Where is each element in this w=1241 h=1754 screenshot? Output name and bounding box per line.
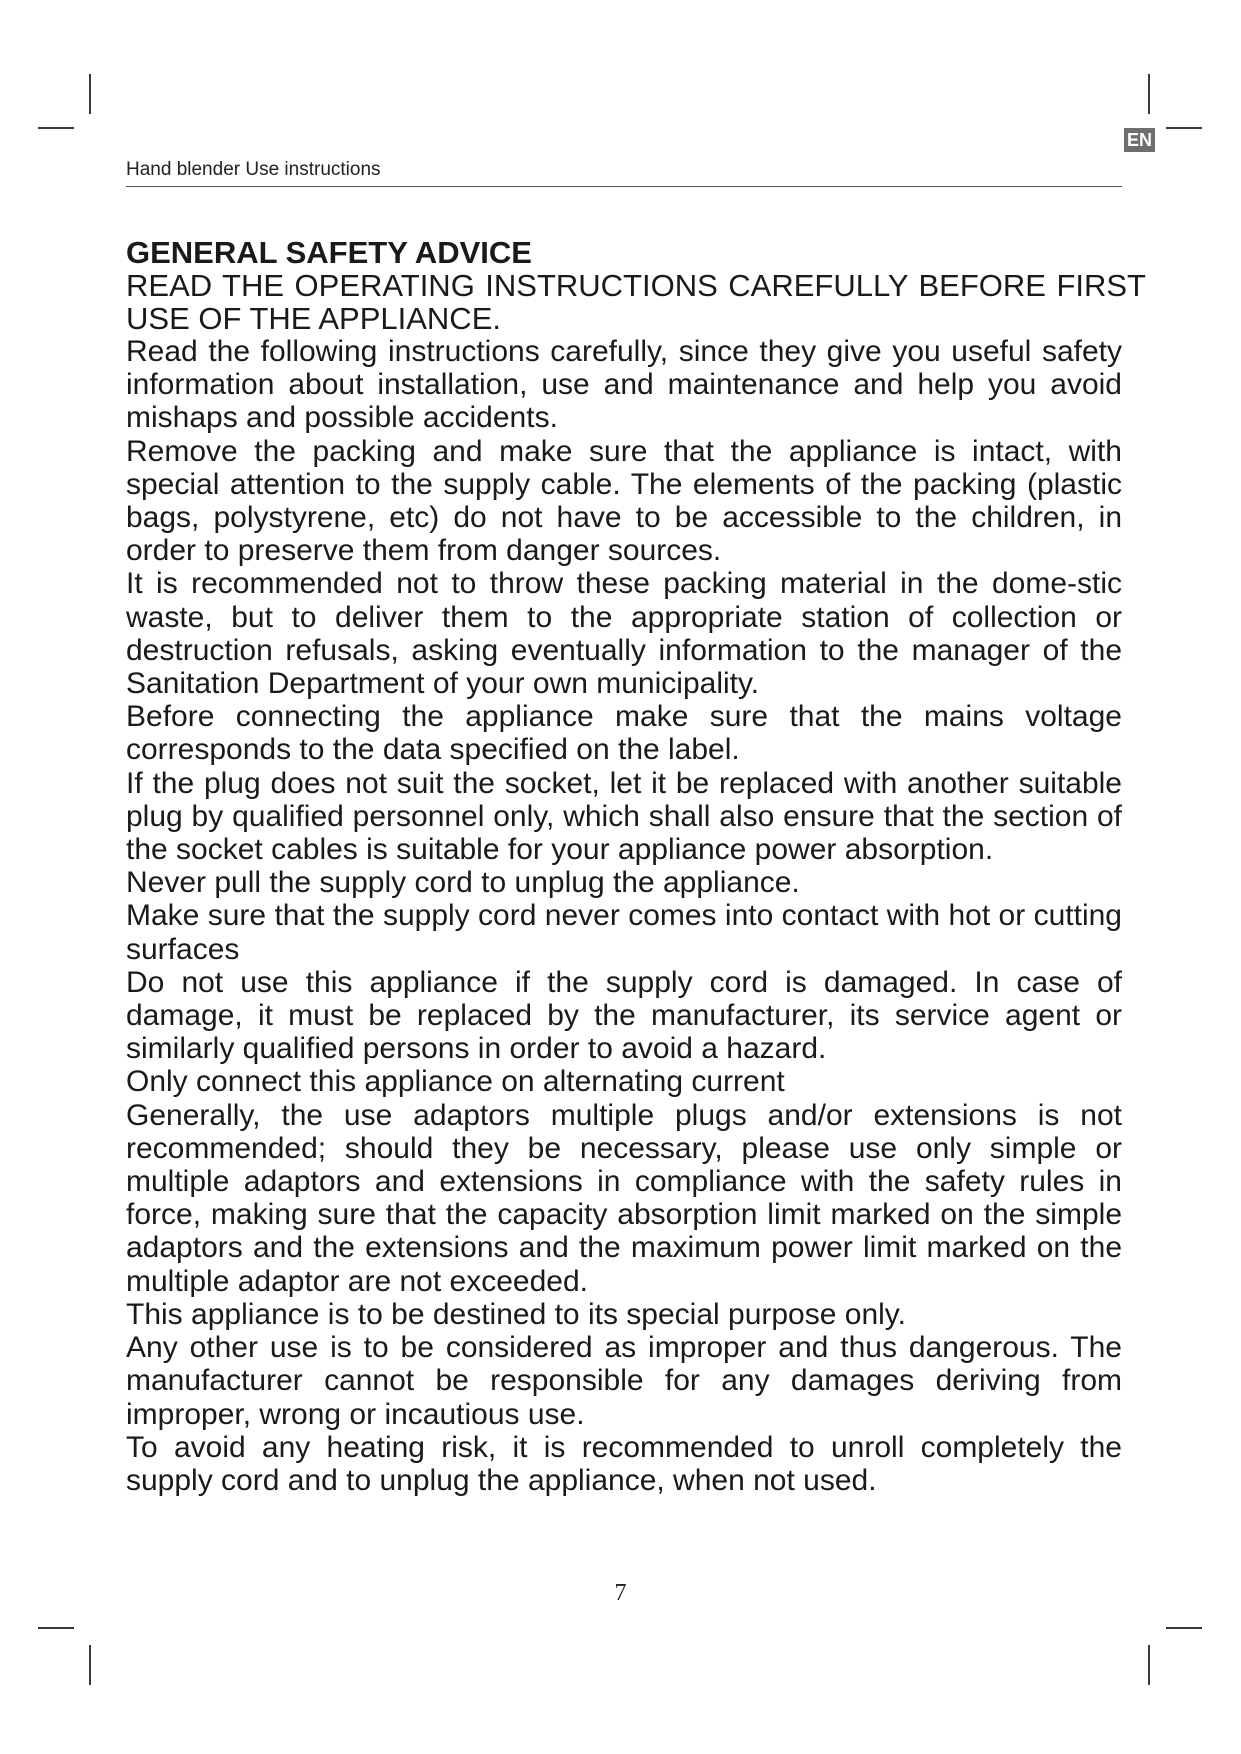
paragraph: Remove the packing and make sure that the appliance is intact, with special attention to the supply cable. The elements of the packing (plastic bags, polystyrene, etc) do not have to be accessible to the children, in order to preserve them from danger sources. [126,434,1122,568]
document-body [126,236,1146,1497]
crop-mark-top-left-vertical [89,74,91,114]
paragraph: This appliance is to be destined to its special purpose only. [126,1297,906,1331]
paragraph: If the plug does not suit the socket, let it be replaced with another suitable plug by qualified personnel only, which shall also ensure that the section of the socket cables is suitable for your appliance power absorption. [126,766,1122,867]
paragraph: Only connect this appliance on alternating current [126,1065,785,1099]
crop-mark-top-left-horizontal [38,127,74,129]
section-title: GENERAL SAFETY ADVICE [126,235,532,270]
paragraph: It is recommended not to throw these packing material in the dome-stic waste, but to deliver them to the appropriate station of collection or destruction refusals, asking eventually information to the manager of the Sanitation Department of your own municipality. [126,567,1122,701]
paragraph: Never pull the supply cord to unplug the appliance. [126,866,800,900]
paragraph: Make sure that the supply cord never comes into contact with hot or cutting surfaces [126,899,1122,966]
section-intro: READ THE OPERATING INSTRUCTIONS CAREFULLY BEFORE FIRST USE OF THE APPLIANCE. [126,268,1146,336]
crop-mark-top-right-vertical [1148,74,1150,114]
header-divider [126,186,1122,187]
paragraph: Do not use this appliance if the supply cord is damaged. In case of damage, it must be replaced by the manufacturer, its service agent or similarly qualified persons in order to avoid a hazard. [126,965,1122,1066]
running-header: Hand blender Use instructions [126,159,381,180]
paragraph: Before connecting the appliance make sure that the mains voltage corresponds to the data specified on the label. [126,700,1122,767]
crop-mark-bottom-right-vertical [1148,1645,1150,1685]
paragraph: To avoid any heating risk, it is recommended to unroll completely the supply cord and to unplug the appliance, when not used. [126,1430,1122,1497]
paragraph: Any other use is to be considered as improper and thus dangerous. The manufacturer cannot be responsible for any damages deriving from improper, wrong or incautious use. [126,1331,1122,1431]
crop-mark-top-right-horizontal [1166,127,1202,129]
paragraph: Read the following instructions carefully, since they give you useful safety information about installation, use and maintenance and help you avoid mishaps and possible accidents. [126,335,1122,435]
paragraph-list [126,335,1146,1497]
page-number: 7 [614,1580,627,1606]
crop-mark-bottom-left-horizontal [38,1627,74,1629]
crop-mark-bottom-right-horizontal [1166,1627,1202,1629]
paragraph: Generally, the use adaptors multiple plugs and/or extensions is not recommended; should they be necessary, please use only simple or multiple adaptors and extensions in compliance with the safety rules in force, making sure that the capacity absorption limit marked on the simple adaptors and the extensions and the maximum power limit marked on the multiple adaptor are not exceeded. [126,1098,1122,1298]
crop-mark-bottom-left-vertical [89,1645,91,1685]
language-badge: EN [1124,128,1155,152]
